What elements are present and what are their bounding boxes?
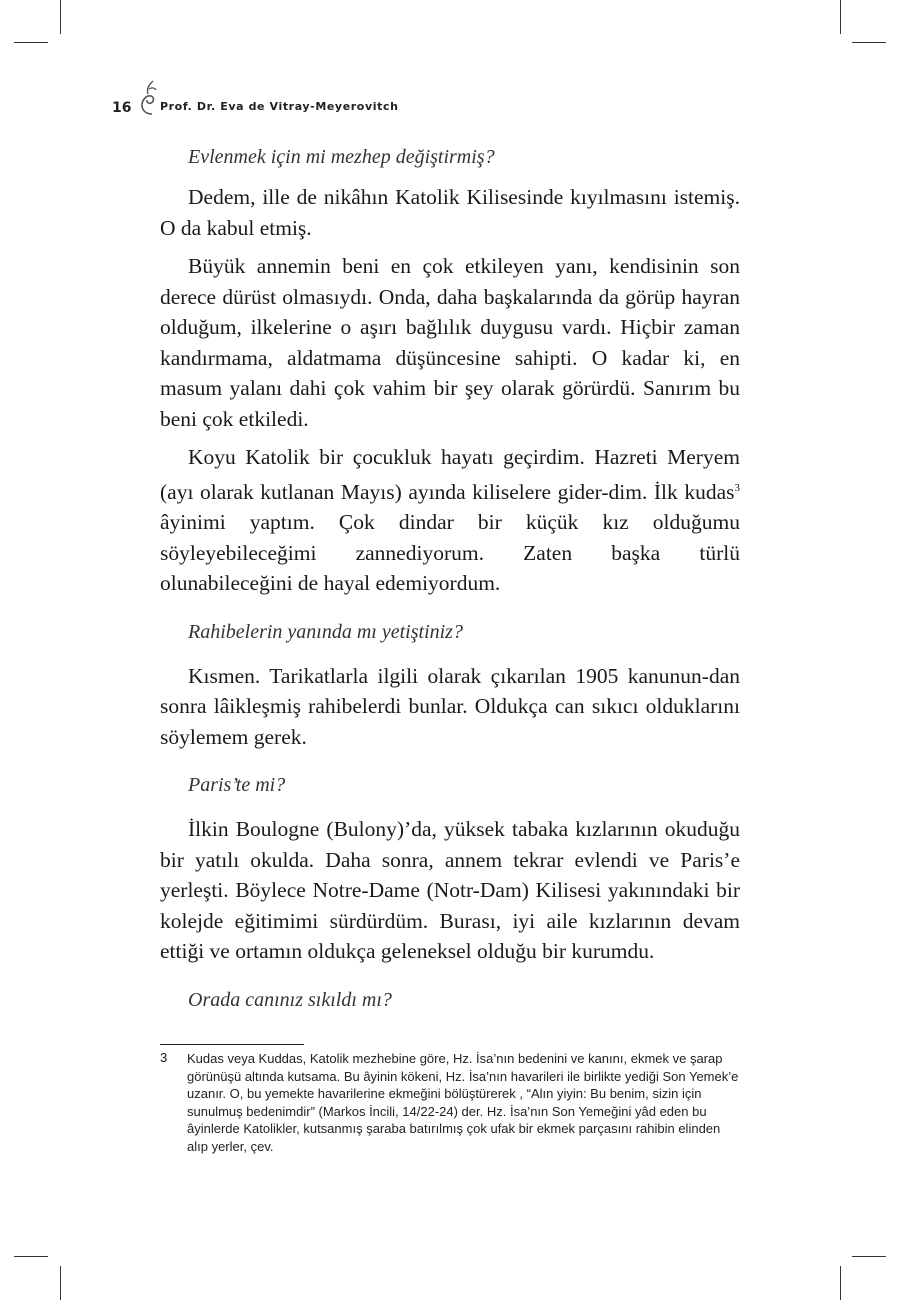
answer-paragraph-2: Büyük annemin beni en çok etkileyen yanı, kendisinin son derece dürüst olmasıydı. Onda, daha başkalarında da görüp hayran olduğum, ilkelerine o aşırı bağlılık duygusu vardı. Hiçbir zaman kandırmama, aldatmama düşüncesine sahipti. O kadar ki, en masum yalanı dahi çok vahim bir şey olarak görürdü. Sanırım bu beni çok etkiledi. (160, 254, 740, 431)
question-3: Paris’te mi? (188, 774, 286, 797)
question-1: Evlenmek için mi mezhep değiştirmiş? (188, 146, 495, 168)
answer-paragraph-1: Dedem, ille de nikâhın Katolik Kilisesinde kıyılmasını istemiş. O da kabul etmiş. (160, 185, 740, 240)
crop-mark-bottom-left-h (14, 1256, 48, 1257)
crop-mark-bottom-right (840, 1266, 841, 1300)
crop-mark-top-right (840, 0, 841, 34)
footnote (160, 1050, 740, 1155)
answer-paragraph-3 (160, 442, 740, 599)
paragraph-3-text-start: Koyu Katolik bir çocukluk hayatı geçirdim. Hazreti Meryem (ayı olarak kutlanan Mayıs) ayında kiliselere gider-dim. İlk kudas (160, 445, 740, 504)
paragraph-3-text-end: âyinimi yaptım. Çok dindar bir küçük kız olduğumu söyleyebileceğimi zannediyorum. Zaten başka türlü olunabileceğini de hayal edemiyordum. (160, 510, 740, 596)
answer-paragraph-4: Kısmen. Tarikatlarla ilgili olarak çıkarılan 1905 kanunun-dan sonra lâikleşmiş rahibelerdi bunlar. Oldukça can sıkıcı olduklarını söylemem gerek. (160, 663, 740, 749)
footnote-text: Kudas veya Kuddas, Katolik mezhebine göre, Hz. İsa’nın bedenini ve kanını, ekmek ve şarap görünüşü altında kutsama. Bu âyinin kökeni, Hz. İsa’nın havarileri ile birlikte yediği Son Yemek’e uzanır. O, bu yemekte havarilerine ekmeğini bölüştürerek , “Alın yiyin: Bu benim, sizin için sunulmuş bedenimdir” (Markos İncili, 14/22-24) der. Hz. İsa’nın Son Yemeğini yâd eden bu âyinlerde Katolikler, kutsanmış şaraba batırılmış çok ufak bir ekmek parçasını rahibin elinden alıp yerler, çev. (187, 1051, 739, 1154)
crop-mark-bottom-left (60, 1266, 61, 1300)
crop-mark-top-right-h (852, 42, 886, 43)
page-number: 16 (112, 100, 132, 116)
ornament-logo-icon (134, 78, 160, 118)
footnote-number: 3 (160, 1050, 168, 1065)
crop-mark-top-left (60, 0, 61, 34)
main-text (160, 142, 740, 1015)
question-4: Orada canınız sıkıldı mı? (188, 988, 392, 1011)
running-head: Prof. Dr. Eva de Vitray-Meyerovitch (160, 100, 399, 113)
crop-mark-bottom-right-h (852, 1256, 886, 1257)
crop-mark-top-left-h (14, 42, 48, 43)
footnote-reference: 3 (734, 481, 740, 494)
footnote-rule (160, 1044, 304, 1045)
answer-paragraph-5: İlkin Boulogne (Bulony)’da, yüksek tabaka kızlarının okuduğu bir yatılı okulda. Daha sonra, annem tekrar evlendi ve Paris’e yerleşti. Böylece Notre-Dame (Notr-Dam) Kilisesi yakınındaki bir kolejde eğitimimi sürdürdüm. Burası, iyi aile kızlarının devam ettiği ve ortamın oldukça geleneksel olduğu bir kurumdu. (160, 817, 740, 964)
question-2: Rahibelerin yanında mı yetiştiniz? (188, 620, 463, 643)
